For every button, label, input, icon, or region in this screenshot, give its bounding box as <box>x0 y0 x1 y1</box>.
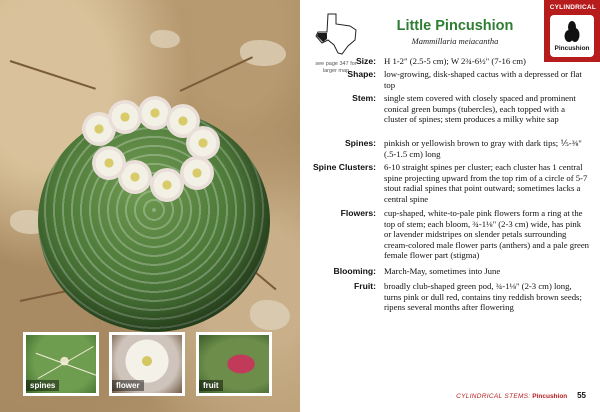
map-caption: see page 347 for larger map <box>315 61 357 74</box>
thumbnail-label: fruit <box>199 380 223 391</box>
field-value: cup-shaped, white-to-pale pink flowers form a ring at the top of stem; each bloom, ¾-1⅛" (2-3 cm) wide, has pink or lavender midstripes on slender petals surrounding cream-colored male flower parts (anthers) and a pale green female flower part (stigma) <box>384 208 590 261</box>
page-title: Little Pincushion <box>396 18 514 34</box>
field-label: Size: <box>355 56 376 66</box>
pincushion-cactus-icon <box>564 19 580 43</box>
category-icon-box <box>550 15 594 57</box>
cactus-body <box>38 110 270 332</box>
field-label: Blooming: <box>333 266 376 276</box>
thumbnail-label: flower <box>112 380 144 391</box>
field-value: pinkish or yellowish brown to gray with dark tips; ⅕-⅜" (.5-1.5 cm) long <box>384 138 582 159</box>
field-value: March-May, sometimes into June <box>384 266 501 276</box>
thumbnail-flower <box>109 332 185 396</box>
field-label: Stem: <box>352 93 376 103</box>
page-number: 55 <box>577 391 586 400</box>
thumbnail-label: spines <box>26 380 59 391</box>
page-footer <box>456 391 586 400</box>
footer-name: Pincushion <box>532 393 568 400</box>
field-label: Flowers: <box>340 208 376 218</box>
thumbnail-spines <box>23 332 99 396</box>
category-icon-label: Pincushion <box>554 45 590 52</box>
field-value: H 1-2" (2.5-5 cm); W 2¾-6½" (7-16 cm) <box>384 56 526 66</box>
category-tab <box>544 0 600 62</box>
thumbnail-fruit <box>196 332 272 396</box>
field-value: low-growing, disk-shaped cactus with a depressed or flat top <box>384 69 582 90</box>
texas-range-map-icon <box>314 12 358 56</box>
field-value: single stem covered with closely spaced and prominent conical green bumps (tubercles), each topped with a cluster of spines; stem produces a milky white sap <box>384 93 576 125</box>
field-value: 6-10 straight spines per cluster; each cluster has 1 central spine projecting upward from the top rim of a circle of 5-7 stout radial spines that point outward; sometimes lacks a central spine <box>384 162 588 204</box>
field-label: Spine Clusters: <box>312 162 376 172</box>
scientific-name: Mammillaria meiacantha <box>411 36 499 46</box>
category-tab-label: CYLINDRICAL <box>549 4 596 11</box>
field-label: Spines: <box>344 138 376 148</box>
field-label: Shape: <box>347 69 376 79</box>
footer-category: CYLINDRICAL STEMS: <box>456 393 531 400</box>
field-value: broadly club-shaped green pod, ¾-1⅛" (2-3 cm) long, turns pink or dull red, contains tiny reddish brown seeds; ripens several months after flowering <box>384 281 582 313</box>
species-page <box>300 0 600 412</box>
field-label: Fruit: <box>354 281 376 291</box>
